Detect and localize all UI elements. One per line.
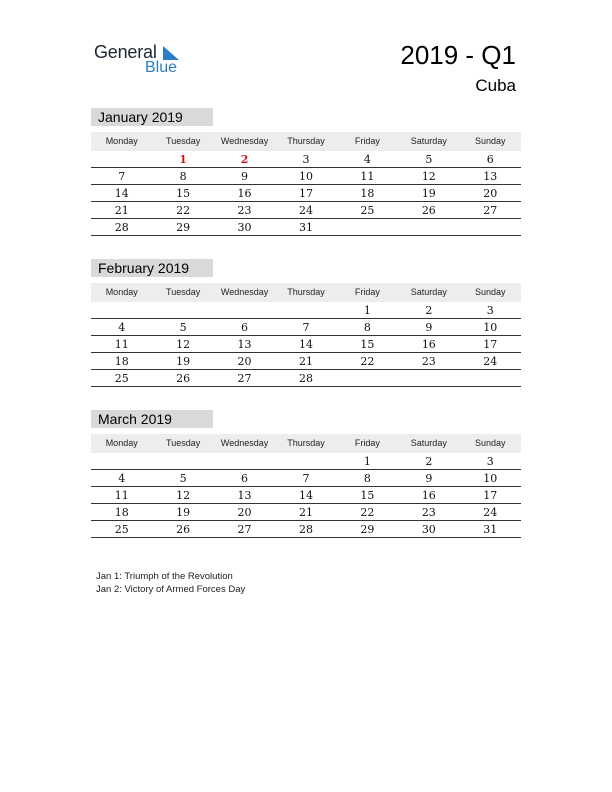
- week-row: [91, 185, 521, 202]
- empty-day-cell: [398, 219, 459, 235]
- month-label: January 2019: [91, 108, 213, 126]
- day-cell: 4: [118, 321, 126, 334]
- empty-day-cell: [152, 453, 213, 469]
- day-cell: 15: [176, 187, 191, 200]
- day-cell: 18: [360, 187, 375, 200]
- day-cell: 31: [298, 221, 313, 234]
- day-cell: 26: [176, 523, 191, 536]
- day-cell: 9: [241, 170, 249, 183]
- day-cell: 2: [425, 455, 433, 468]
- week-row: [91, 219, 521, 236]
- day-cell: 18: [114, 506, 129, 519]
- day-cell: 22: [360, 506, 375, 519]
- week-row: [91, 336, 521, 353]
- empty-day-cell: [275, 302, 336, 318]
- empty-day-cell: [214, 453, 275, 469]
- day-cell: 14: [298, 489, 313, 502]
- weekday-label: Wednesday: [220, 136, 269, 146]
- weekday-label: Tuesday: [166, 287, 201, 297]
- month-february: [91, 259, 521, 387]
- day-cell: 10: [298, 170, 313, 183]
- day-cell: 1: [179, 153, 187, 166]
- day-cell: 29: [360, 523, 375, 536]
- day-cell: 14: [298, 338, 313, 351]
- weekday-header: [91, 434, 521, 453]
- month-grid: [91, 302, 521, 387]
- holiday-note: Jan 1: Triumph of the Revolution: [96, 571, 233, 582]
- weekday-label: Tuesday: [166, 136, 201, 146]
- day-cell: 13: [483, 170, 498, 183]
- weekday-label: Sunday: [474, 136, 506, 146]
- day-cell: 25: [114, 372, 129, 385]
- day-cell: 26: [176, 372, 191, 385]
- day-cell: 5: [425, 153, 433, 166]
- day-cell: 6: [241, 472, 249, 485]
- country-name: Cuba: [475, 76, 516, 95]
- month-grid: [91, 151, 521, 236]
- day-cell: 31: [483, 523, 498, 536]
- week-row: [91, 168, 521, 185]
- day-cell: 1: [363, 455, 371, 468]
- day-cell: 9: [425, 472, 433, 485]
- weekday-label: Saturday: [410, 136, 447, 146]
- day-cell: 21: [298, 506, 313, 519]
- day-cell: 24: [483, 355, 498, 368]
- day-cell: 16: [421, 338, 436, 351]
- empty-day-cell: [337, 219, 398, 235]
- week-row: [91, 504, 521, 521]
- weekday-label: Thursday: [287, 438, 325, 448]
- day-cell: 24: [298, 204, 313, 217]
- day-cell: 7: [118, 170, 126, 183]
- weekday-header: [91, 283, 521, 302]
- day-cell: 15: [360, 338, 375, 351]
- day-cell: 20: [237, 355, 252, 368]
- day-cell: 2: [425, 304, 433, 317]
- day-cell: 27: [237, 523, 252, 536]
- day-cell: 21: [298, 355, 313, 368]
- day-cell: 5: [179, 321, 187, 334]
- day-cell: 12: [176, 338, 191, 351]
- day-cell: 13: [237, 338, 252, 351]
- weekday-label: Saturday: [410, 438, 447, 448]
- day-cell: 23: [421, 506, 436, 519]
- empty-day-cell: [152, 302, 213, 318]
- weekday-label: Monday: [105, 136, 138, 146]
- month-january: [91, 108, 521, 236]
- holiday-note: Jan 2: Victory of Armed Forces Day: [96, 584, 246, 595]
- empty-day-cell: [91, 302, 152, 318]
- day-cell: 10: [483, 472, 498, 485]
- day-cell: 17: [483, 338, 498, 351]
- day-cell: 27: [237, 372, 252, 385]
- week-row: [91, 202, 521, 219]
- day-cell: 12: [421, 170, 436, 183]
- day-cell: 15: [360, 489, 375, 502]
- day-cell: 3: [486, 304, 494, 317]
- day-cell: 13: [237, 489, 252, 502]
- month-label: March 2019: [91, 410, 213, 428]
- day-cell: 22: [360, 355, 375, 368]
- day-cell: 28: [114, 221, 129, 234]
- empty-day-cell: [398, 370, 459, 386]
- day-cell: 27: [483, 204, 498, 217]
- weekday-label: Monday: [105, 287, 138, 297]
- month-march: [91, 410, 521, 538]
- month-label: February 2019: [91, 259, 213, 277]
- day-cell: 4: [363, 153, 371, 166]
- weekday-label: Tuesday: [166, 438, 201, 448]
- day-cell: 4: [118, 472, 126, 485]
- period-title: 2019 - Q1: [400, 40, 516, 70]
- day-cell: 17: [298, 187, 313, 200]
- day-cell: 29: [176, 221, 191, 234]
- day-cell: 3: [486, 455, 494, 468]
- day-cell: 16: [421, 489, 436, 502]
- day-cell: 6: [486, 153, 494, 166]
- day-cell: 19: [176, 506, 191, 519]
- month-grid: [91, 453, 521, 538]
- week-row: [91, 370, 521, 387]
- day-cell: 30: [421, 523, 436, 536]
- week-row: [91, 302, 521, 319]
- brand-blue-text: Blue: [145, 59, 178, 76]
- day-cell: 11: [114, 338, 129, 351]
- weekday-label: Saturday: [410, 287, 447, 297]
- week-row: [91, 151, 521, 168]
- day-cell: 5: [179, 472, 187, 485]
- empty-day-cell: [460, 219, 521, 235]
- day-cell: 3: [302, 153, 310, 166]
- day-cell: 24: [483, 506, 498, 519]
- weekday-label: Friday: [354, 438, 380, 448]
- weekday-label: Friday: [354, 287, 380, 297]
- day-cell: 19: [421, 187, 436, 200]
- day-cell: 22: [176, 204, 191, 217]
- day-cell: 10: [483, 321, 498, 334]
- day-cell: 26: [421, 204, 436, 217]
- day-cell: 17: [483, 489, 498, 502]
- day-cell: 11: [360, 170, 375, 183]
- day-cell: 28: [298, 372, 313, 385]
- week-row: [91, 319, 521, 336]
- day-cell: 30: [237, 221, 252, 234]
- day-cell: 1: [363, 304, 371, 317]
- weekday-label: Sunday: [474, 287, 506, 297]
- empty-day-cell: [91, 151, 152, 167]
- weekday-label: Wednesday: [220, 438, 269, 448]
- day-cell: 25: [360, 204, 375, 217]
- week-row: [91, 453, 521, 470]
- day-cell: 8: [179, 170, 187, 183]
- week-row: [91, 487, 521, 504]
- day-cell: 21: [114, 204, 129, 217]
- week-row: [91, 521, 521, 538]
- weekday-label: Wednesday: [220, 287, 269, 297]
- empty-day-cell: [460, 370, 521, 386]
- weekday-label: Sunday: [474, 438, 506, 448]
- day-cell: 23: [237, 204, 252, 217]
- day-cell: 2: [240, 153, 249, 166]
- day-cell: 19: [176, 355, 191, 368]
- day-cell: 18: [114, 355, 129, 368]
- day-cell: 28: [298, 523, 313, 536]
- brand-general-text: General: [94, 42, 157, 62]
- weekday-label: Monday: [105, 438, 138, 448]
- day-cell: 23: [421, 355, 436, 368]
- day-cell: 14: [114, 187, 129, 200]
- day-cell: 16: [237, 187, 252, 200]
- weekday-label: Thursday: [287, 287, 325, 297]
- day-cell: 11: [114, 489, 129, 502]
- day-cell: 20: [483, 187, 498, 200]
- day-cell: 6: [241, 321, 249, 334]
- week-row: [91, 470, 521, 487]
- week-row: [91, 353, 521, 370]
- day-cell: 8: [363, 472, 371, 485]
- day-cell: 7: [302, 472, 310, 485]
- empty-day-cell: [214, 302, 275, 318]
- empty-day-cell: [337, 370, 398, 386]
- day-cell: 7: [302, 321, 310, 334]
- day-cell: 20: [237, 506, 252, 519]
- holiday-notes: [96, 570, 245, 596]
- day-cell: 25: [114, 523, 129, 536]
- day-cell: 8: [363, 321, 371, 334]
- empty-day-cell: [91, 453, 152, 469]
- weekday-label: Friday: [354, 136, 380, 146]
- weekday-header: [91, 132, 521, 151]
- weekday-label: Thursday: [287, 136, 325, 146]
- day-cell: 12: [176, 489, 191, 502]
- day-cell: 9: [425, 321, 433, 334]
- empty-day-cell: [275, 453, 336, 469]
